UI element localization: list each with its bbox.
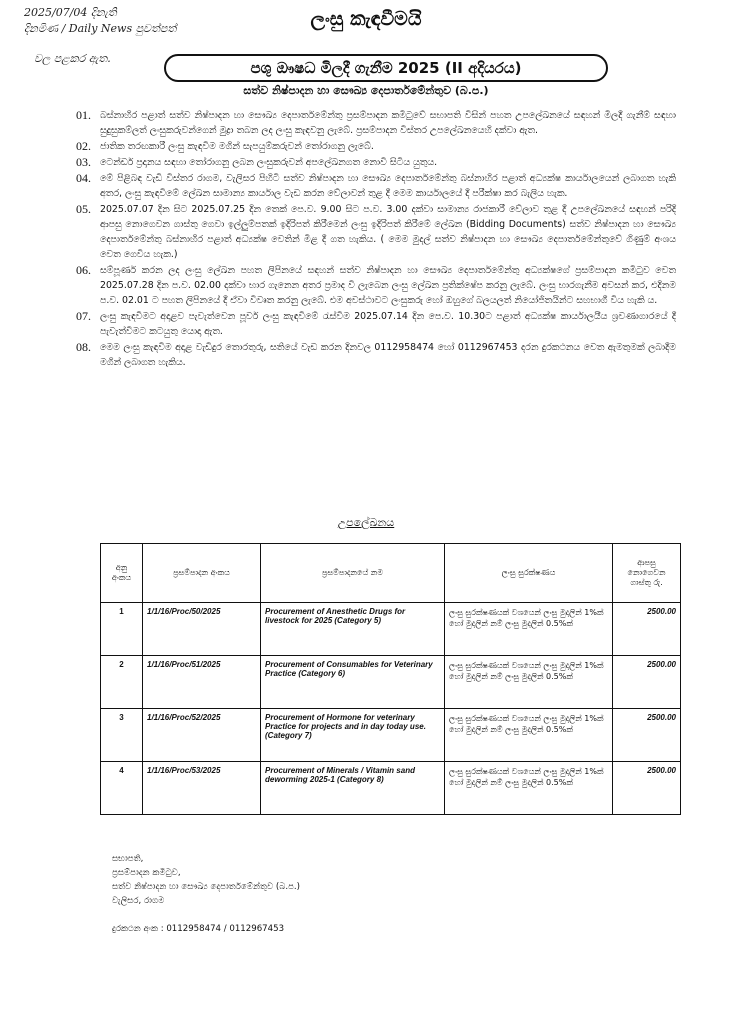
column-header: ලංසු සුරක්ෂණය [445,544,613,603]
paragraph-number: 05. [76,202,91,216]
column-header: ප්‍රසම්පාදන අංකය [143,544,261,603]
paragraph-text: ලංසු කැඳවීමට අදාළව පැවැත්වෙන පූර්ව ලංසු කැඳවීමේ රැස්වීම 2025.07.14 දින පෙ.ව. 10.30ට පළාත් අධ්‍යක්ෂ කාර්යාලයීය ශ්‍රවණාගාරයේ දී පැවැත්වීමට කටයුතු යොදා ඇත. [100,311,676,337]
non-refundable-fee: 2500.00 [613,603,681,656]
table-row [101,709,681,762]
non-refundable-fee: 2500.00 [613,762,681,815]
paragraph [76,171,676,201]
non-refundable-fee: 2500.00 [613,656,681,709]
bid-security: ලංසු සුරක්ෂණයක් වශයෙන් ලංසු මුදලින් 1%ක් හෝ මුදලින් නම් ලංසු මුදලින් 0.5%ක් [445,656,613,709]
handwritten-newspaper-note: දිනමිණ / Daily News පුවත්පත් [24,22,177,35]
paragraph-text: මේ පිළිබඳ වැඩි විස්තර රාගම, වැලිසර පිහිටි සත්ව නිෂ්පාදන හා සෞඛ්‍ය දෙපාර්තමේන්තු බස්නාහිර පළාත් අධ්‍යක්ෂ කාර්යාලයෙන් ලබාගත හැකි අතර, ලංසු කැඳවීමේ ලේඛන සාමාන්‍ය කාර්යාල වැඩ කරන වේලාවන් තුළ දී මෙම කාර්යාලයේ දී පරීක්ෂා කර බැලිය හැක. [100,173,676,199]
paragraph [76,309,676,339]
non-refundable-fee: 2500.00 [613,709,681,762]
schedule-title: උපලේඛනය [337,516,395,529]
signatory-title: සභාපති, [112,854,144,864]
paragraph-text: ජාතික තරඟකාරී ලංසු කැඳවීම මගින් සැපයුම්කරුවන් තෝරාගනු ලැබේ. [100,141,374,152]
bid-security: ලංසු සුරක්ෂණයක් වශයෙන් ලංසු මුදලින් 1%ක් හෝ මුදලින් නම් ලංසු මුදලින් 0.5%ක් [445,762,613,815]
table-row [101,603,681,656]
procurement-name: Procurement of Hormone for veterinary Practice for projects and in day today use. (Category 7) [261,709,445,762]
column-header: ආපසු නොගෙවන ගාස්තු රු. [613,544,681,603]
row-number: 2 [101,656,143,709]
procurement-name: Procurement of Consumables for Veterinary Practice (Category 6) [261,656,445,709]
contact-phone: දුරකථන අංක : 0112958474 / 0112967453 [112,924,285,934]
paragraph-number: 04. [76,171,91,185]
paragraph-text: සම්පූර්ණ කරන ලද ලංසු ලේඛන පහත ලිපිනයේ සඳහන් සත්ව නිෂ්පාදන හා සෞඛ්‍ය දෙපාර්තමේන්තු අධ්‍යක්ෂගේ ප්‍රසම්පාදන කමිටුව වෙත 2025.07.28 දින ප.ව. 02.00 දක්වා භාර ගැනෙන අතර ප්‍රමාද වී ලැබෙන ලංසු ලේඛන ප්‍රතික්ෂේප කරනු ලැබේ. ලංසු භාරගැනීම අවසන් කර, එදිනම ප.ව. 02.01 ට පහත ලිපිනයේ දී ඒවා විවෘත කරනු ලැබේ. එම අවස්ථාවට ලංසුකරු හෝ ඔහුගේ බලයලත් නියෝජිතයින්ට සහභාගී විය හැකි ය. [100,265,676,306]
table-header-row [101,544,681,603]
signatory-address: වැලිසර, රාගම [112,896,165,906]
paragraph-text: මෙම ලංසු කැඳවීම අදාළ වැඩිදුර තොරතුරු, සතියේ වැඩ කරන දිනවල 0112958474 හෝ 0112967453 දරන දුරකථනය වෙත ඇමතුමක් ලබාදීම මගින් ලබාගත හැකිය. [100,342,676,368]
row-number: 3 [101,709,143,762]
signature-block [112,852,300,908]
handwritten-date-note: 2025/07/04 දිනැති [24,6,117,19]
bid-security: ලංසු සුරක්ෂණයක් වශයෙන් ලංසු මුදලින් 1%ක් හෝ මුදලින් නම් ලංසු මුදලින් 0.5%ක් [445,709,613,762]
notice-title: ලංසු කැඳවීමයි [310,8,422,30]
paragraph [76,155,676,170]
paragraph-number: 06. [76,263,91,277]
procurement-number: 1/1/16/Proc/52/2025 [143,709,261,762]
paragraph-text: ටෙන්ඩර් ප්‍රදානය සඳහා තෝරාගනු ලබන ලංසුකරුවන් අපලේඛනගත නොවී සිටිය යුතුය. [100,157,438,168]
handwritten-published-note: වල පළකර ඇත. [34,52,111,65]
procurement-number: 1/1/16/Proc/51/2025 [143,656,261,709]
procurement-name: Procurement of Anesthetic Drugs for livestock for 2025 (Category 5) [261,603,445,656]
paragraph-number: 07. [76,309,91,323]
department-name: සත්ව නිෂ්පාදන හා සෞඛ්‍ය දෙපාර්තමේන්තුව (බ.ප.) [243,84,489,97]
paragraph [76,108,676,138]
paragraph-text: 2025.07.07 දින සිට 2025.07.25 දින තෙක් පෙ.ව. 9.00 සිට ප.ව. 3.00 දක්වා සාමාන්‍ය රාජකාරී වේලාව තුළ දී උපලේඛනයේ සඳහන් පරිදි ආපසු නොගෙවන ගාස්තු ගෙවා ඉල්ලුම්පතක් ඉදිරිපත් කිරීමෙන් ලංසු ඉදිරිපත් කිරීමේ ලේඛන (Bidding Documents) සත්ව නිෂ්පාදන හා සෞඛ්‍ය දෙපාර්තමේන්තු බස්නාහිර පළාත් අධ්‍යක්ෂ වෙතින් මිළ දී ගත හැකිය. ( මෙම මුදල් සත්ව නිෂ්පාදන හා සෞඛ්‍ය දෙපාර්තමේන්තුවේ ගිණුම් අංශය වෙත ගෙවිය හැක.) [100,204,676,260]
procurement-number: 1/1/16/Proc/50/2025 [143,603,261,656]
signatory-department: සත්ව නිෂ්පාදන හා සෞඛ්‍ය දෙපාර්තමේන්තුව (බ.ප.) [112,882,301,892]
table-row [101,762,681,815]
paragraph-number: 08. [76,340,91,354]
paragraph-number: 01. [76,108,91,122]
column-header: ප්‍රසම්පාදනයේ නම [261,544,445,603]
paragraph [76,340,676,370]
paragraph-text: බස්නාහිර පළාත් සත්ව නිෂ්පාදන හා සෞඛ්‍ය දෙපාර්තමේන්තු ප්‍රසම්පාදන කමිටුවේ සභාපති විසින් පහත උපලේඛනයේ සඳහන් මිලදී ගැනීම් සඳහා සුදුසුකම්ලත් ලංසුකරුවන්ගෙන් මුද්‍රා තබන ලද ලංසු කැඳවනු ලැබේ. ප්‍රසම්පාදන විස්තර උපලේඛනයෙහි දක්වා ඇත. [100,110,676,136]
bid-security: ලංසු සුරක්ෂණයක් වශයෙන් ලංසු මුදලින් 1%ක් හෝ මුදලින් නම් ලංසු මුදලින් 0.5%ක් [445,603,613,656]
notice-paragraphs [76,108,676,371]
paragraph-number: 02. [76,139,91,153]
column-header: අනු අංකය [101,544,143,603]
paragraph [76,263,676,308]
schedule-table [100,543,681,815]
notice-subtitle: පශු ඖෂධ මිලදී ගැනීම 2025 (II අදියරය) [164,54,608,82]
procurement-name: Procurement of Minerals / Vitamin sand deworming 2025-1 (Category 8) [261,762,445,815]
paragraph [76,139,676,154]
table-row [101,656,681,709]
row-number: 1 [101,603,143,656]
row-number: 4 [101,762,143,815]
signatory-committee: ප්‍රසම්පාදන කමිටුව, [112,868,181,878]
paragraph [76,202,676,262]
procurement-number: 1/1/16/Proc/53/2025 [143,762,261,815]
paragraph-number: 03. [76,155,91,169]
